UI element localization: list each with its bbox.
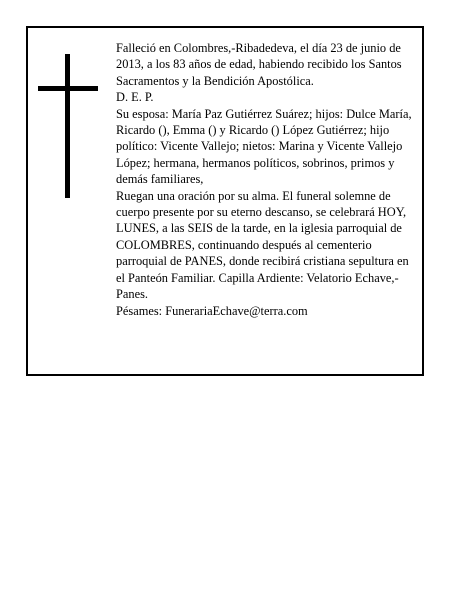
- cross-icon: [38, 54, 98, 198]
- obituary-notice: [26, 26, 424, 376]
- funeral-details: Ruegan una oración por su alma. El funeral solemne de cuerpo presente por su eterno descanso, se celebrará HOY, LUNES, a las SEIS de la tarde, en la iglesia parroquial de COLOMBRES, continuando después al cementerio parroquial de PANES, donde recibirá cristiana sepultura en el Panteón Familiar. Capilla Ardiente: Velatorio Echave,- Panes.: [116, 188, 409, 302]
- rest-in-peace: D. E. P.: [116, 90, 154, 105]
- obituary-text: [116, 40, 416, 319]
- cross-vertical-bar: [65, 54, 70, 198]
- death-announcement: Falleció en Colombres,-Ribadedeva, el día 23 de junio de 2013, a los 83 años de edad, habiendo recibido los Santos Sacramentos y la Bendición Apostólica.: [116, 41, 402, 88]
- cross-horizontal-bar: [38, 86, 98, 91]
- family-list: Su esposa: María Paz Gutiérrez Suárez; hijos: Dulce María, Ricardo (), Emma () y Ricardo () López Gutiérrez; hijo político: Vicente Vallejo; nietos: Marina y Vicente Vallejo López; hermana, hermanos políticos, sobrinos, primos y demás familiares,: [116, 106, 412, 187]
- condolences-contact: Pésames: FunerariaEchave@terra.com: [116, 303, 308, 318]
